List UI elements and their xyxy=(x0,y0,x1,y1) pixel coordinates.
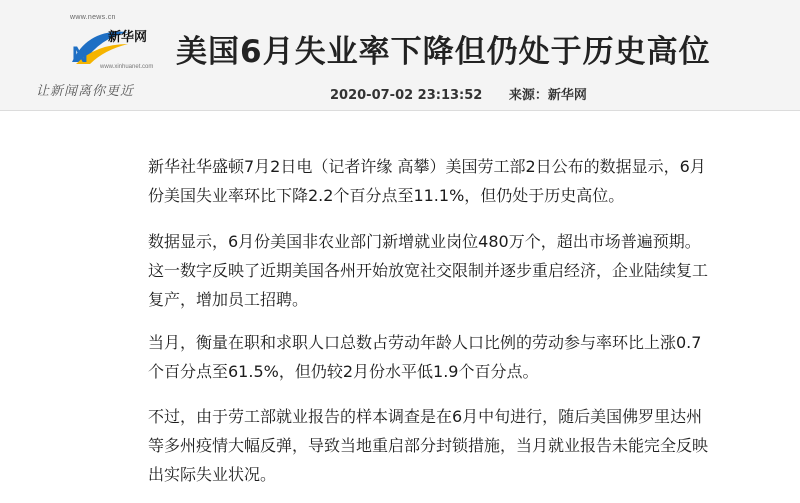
paragraph-3: 当月，衡量在职和求职人口总数占劳动年龄人口比例的劳动参与率环比上涨0.7个百分点至61.5%，但仍较2月份水平低1.9个百分点。 xyxy=(148,333,702,381)
page-header xyxy=(0,0,800,111)
xinhua-logo[interactable] xyxy=(70,14,170,76)
logo-url: www.news.cn xyxy=(70,14,116,21)
article-source: 来源：新华网 xyxy=(508,88,587,103)
publish-datetime: 2020-07-02 23:13:52 xyxy=(330,88,483,103)
paragraph-2: 数据显示，6月份美国非农业部门新增就业岗位480万个，超出市场普遍预期。这一数字反映了近期美国各州开始放宽社交限制并逐步重启经济，企业陆续复工复产，增加员工招聘。 xyxy=(148,232,709,309)
brand-slogan: 让新闻离你更近 xyxy=(36,84,135,99)
paragraph-1: 新华社华盛顿7月2日电（记者许缘 高攀）美国劳工部2日公布的数据显示，6月份美国失业率环比下降2.2个百分点至11.1%，但仍处于历史高位。 xyxy=(148,157,706,205)
article-title: 美国6月失业率下降但仍处于历史高位 xyxy=(176,34,711,70)
svg-text:N: N xyxy=(72,42,88,66)
logo-name: 新华网 xyxy=(108,30,148,45)
article-meta xyxy=(330,84,609,103)
paragraph-4: 不过，由于劳工部就业报告的样本调查是在6月中旬进行，随后美国佛罗里达州等多州疫情大幅反弹，导致当地重启部分封锁措施，当月就业报告未能完全反映出实际失业状况。 xyxy=(148,407,709,484)
logo-sub-url: www.xinhuanet.com xyxy=(100,64,154,70)
